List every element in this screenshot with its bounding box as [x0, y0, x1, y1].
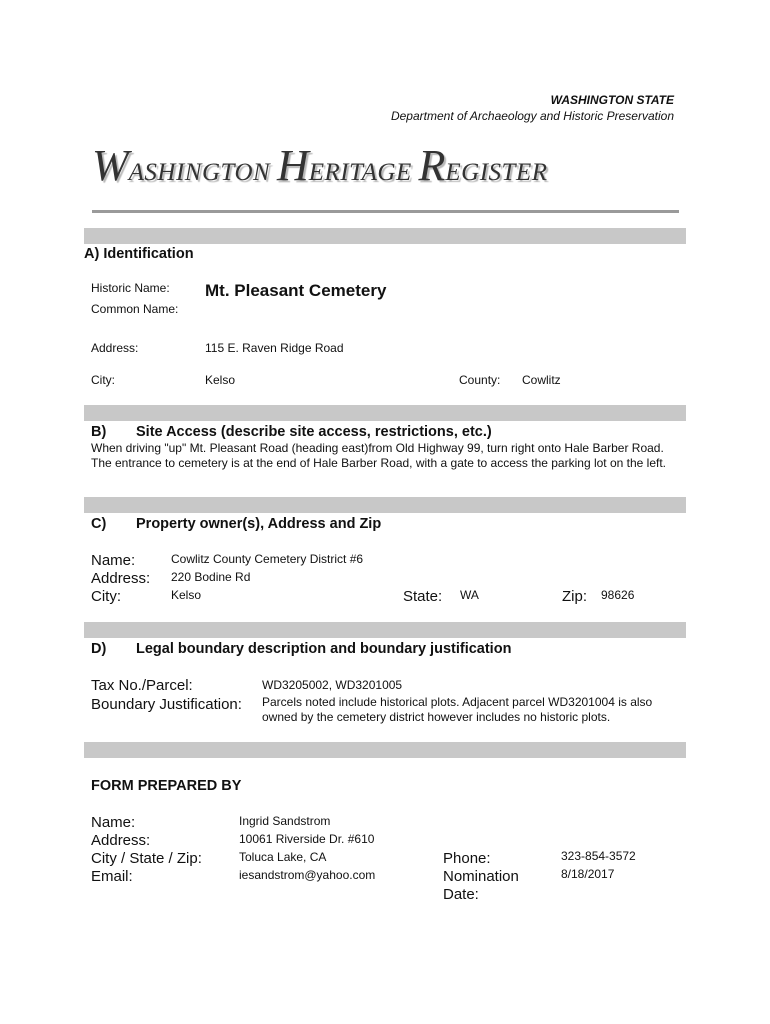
city-label: City: [91, 373, 115, 387]
prepared-csz-value: Toluca Lake, CA [239, 850, 327, 864]
historic-name-label: Historic Name: [91, 281, 170, 295]
header-department: Department of Archaeology and Historic Preservation [390, 109, 674, 123]
owner-state-label: State: [403, 588, 443, 605]
section-band-b [84, 405, 686, 421]
title-part-w: ASHINGTON [128, 159, 277, 186]
page-title [92, 140, 548, 191]
county-label: County: [459, 373, 501, 387]
section-band-d [84, 622, 686, 638]
owner-address-value: 220 Bodine Rd [171, 570, 251, 584]
section-band-a [84, 228, 686, 244]
owner-zip-label: Zip: [562, 588, 588, 605]
section-band-c [84, 497, 686, 513]
city-value: Kelso [205, 373, 236, 387]
title-initial-r: R [418, 141, 446, 190]
owner-heading: Property owner(s), Address and Zip [136, 516, 382, 532]
county-value: Cowlitz [522, 373, 561, 387]
title-initial-w: W [92, 141, 129, 190]
section-band-prepared [84, 742, 686, 758]
historic-name-value: Mt. Pleasant Cemetery [205, 281, 387, 300]
owner-state-value: WA [460, 588, 479, 602]
prepared-email-label: Email: [91, 868, 133, 885]
header-state: WASHINGTON STATE [550, 93, 674, 107]
prepared-phone-label: Phone: [443, 850, 491, 867]
tax-parcel-label: Tax No./Parcel: [91, 677, 193, 694]
legal-letter: D) [91, 641, 107, 657]
owner-city-label: City: [91, 588, 121, 605]
prepared-date-label: Date: [443, 886, 479, 903]
identification-heading: A) Identification [84, 246, 194, 262]
prepared-nomination-label: Nomination [443, 868, 519, 885]
site-access-letter: B) [91, 424, 107, 440]
owner-name-label: Name: [91, 552, 136, 569]
boundary-justification-text: Parcels noted include historical plots. Adjacent parcel WD3201004 is also owned by the cemetery district however includes no historic plots. [262, 695, 653, 724]
prepared-date-value: 8/18/2017 [561, 867, 615, 881]
owner-zip-value: 98626 [601, 588, 635, 602]
legal-heading: Legal boundary description and boundary justification [136, 641, 512, 657]
address-value: 115 E. Raven Ridge Road [205, 341, 344, 355]
prepared-address-value: 10061 Riverside Dr. #610 [239, 832, 375, 846]
address-label: Address: [91, 341, 139, 355]
common-name-label: Common Name: [91, 302, 179, 316]
prepared-email-value: iesandstrom@yahoo.com [239, 868, 376, 882]
site-access-text: When driving "up" Mt. Pleasant Road (heading east)from Old Highway 99, turn right onto Hale Barber Road. The entrance to cemetery is at the end of Hale Barber Road, with a gate to access the parking lot on the left. [91, 441, 666, 470]
prepared-name-label: Name: [91, 814, 136, 831]
owner-address-label: Address: [91, 570, 151, 587]
prepared-address-label: Address: [91, 832, 151, 849]
title-part-h: ERITAGE [308, 159, 419, 186]
owner-name-value: Cowlitz County Cemetery District #6 [171, 552, 364, 566]
boundary-justification-label: Boundary Justification: [91, 696, 242, 713]
site-access-heading: Site Access (describe site access, restrictions, etc.) [136, 424, 492, 440]
owner-city-value: Kelso [171, 588, 202, 602]
title-divider [92, 210, 679, 213]
prepared-heading: FORM PREPARED BY [91, 778, 242, 794]
title-part-r: EGISTER [445, 159, 548, 186]
prepared-name-value: Ingrid Sandstrom [239, 814, 331, 828]
owner-letter: C) [91, 516, 107, 532]
prepared-csz-label: City / State / Zip: [91, 850, 202, 867]
tax-parcel-value: WD3205002, WD3201005 [262, 678, 403, 692]
title-initial-h: H [276, 141, 309, 190]
prepared-phone-value: 323-854-3572 [561, 849, 636, 863]
